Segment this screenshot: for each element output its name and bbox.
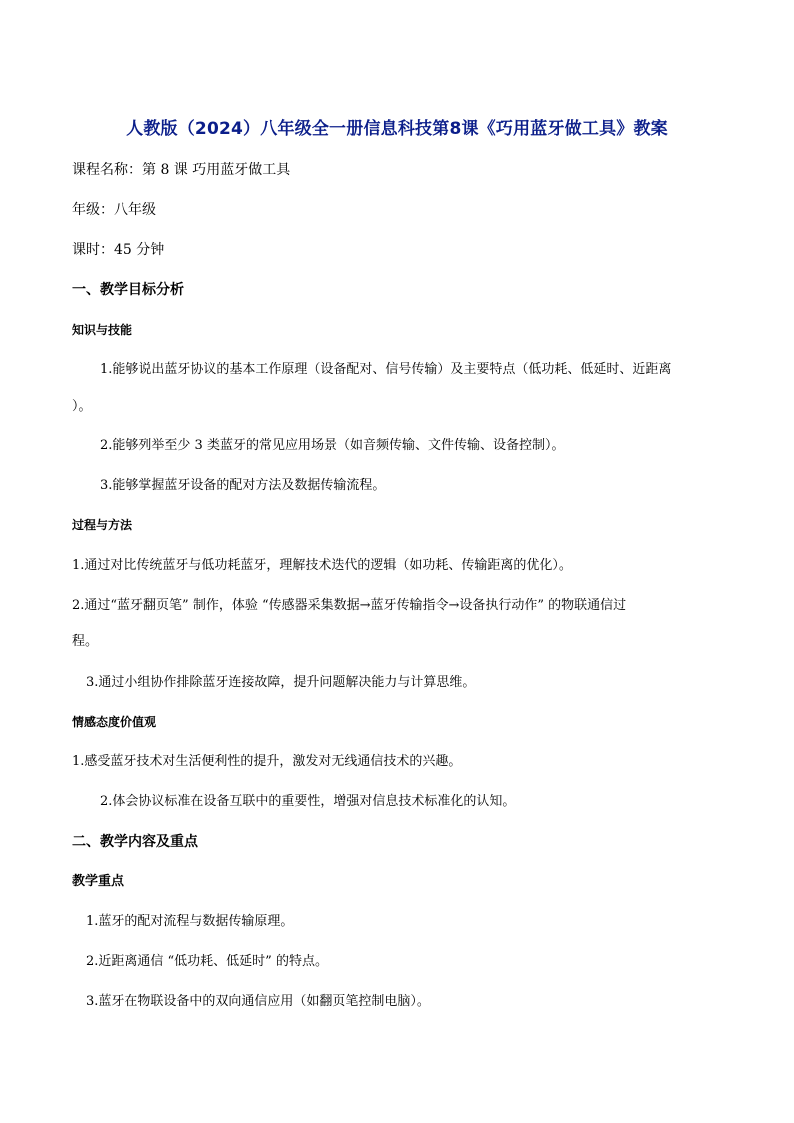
- knowledge-item-1: 1.能够说出蓝牙协议的基本工作原理（设备配对、信号传输）及主要特点（低功耗、低延时、近距离: [100, 362, 672, 377]
- duration: 课时：45 分钟: [72, 242, 165, 258]
- section2-heading: 二、教学内容及重点: [72, 834, 198, 850]
- grade: 年级：八年级: [72, 202, 156, 218]
- attitude-item-1: 1.感受蓝牙技术对生活便利性的提升，激发对无线通信技术的兴趣。: [72, 754, 462, 769]
- attitude-item-2: 2.体会协议标准在设备互联中的重要性，增强对信息技术标准化的认知。: [100, 794, 516, 809]
- focus-item-3: 3.蓝牙在物联设备中的双向通信应用（如翻页笔控制电脑）。: [86, 994, 430, 1009]
- focus-item-2: 2.近距离通信 “低功耗、低延时” 的特点。: [86, 954, 328, 969]
- focus-heading: 教学重点: [72, 874, 125, 889]
- process-item-3: 3.通过小组协作排除蓝牙连接故障，提升问题解决能力与计算思维。: [86, 675, 476, 690]
- knowledge-heading: 知识与技能: [72, 323, 133, 337]
- process-item-1: 1.通过对比传统蓝牙与低功耗蓝牙，理解技术迭代的逻辑（如功耗、传输距离的优化）。: [72, 558, 572, 573]
- section1-heading: 一、教学目标分析: [72, 282, 184, 298]
- process-item-2-cont: 程。: [72, 634, 99, 649]
- process-item-2: 2.通过“蓝牙翻页笔” 制作，体验 “传感器采集数据→蓝牙传输指令→设备执行动作” 的物联通信过: [72, 598, 627, 613]
- knowledge-item-3: 3.能够掌握蓝牙设备的配对方法及数据传输流程。: [100, 478, 386, 493]
- knowledge-item-1-cont: ）。: [72, 399, 92, 414]
- process-heading: 过程与方法: [72, 518, 133, 532]
- knowledge-item-2: 2.能够列举至少 3 类蓝牙的常见应用场景（如音频传输、文件传输、设备控制）。: [100, 438, 565, 453]
- course-name: 课程名称：第 8 课 巧用蓝牙做工具: [72, 162, 291, 178]
- document-title: 人教版（2024）八年级全一册信息科技第8课《巧用蓝牙做工具》教案: [126, 119, 668, 139]
- focus-item-1: 1.蓝牙的配对流程与数据传输原理。: [86, 914, 294, 929]
- attitude-heading: 情感态度价值观: [72, 715, 157, 729]
